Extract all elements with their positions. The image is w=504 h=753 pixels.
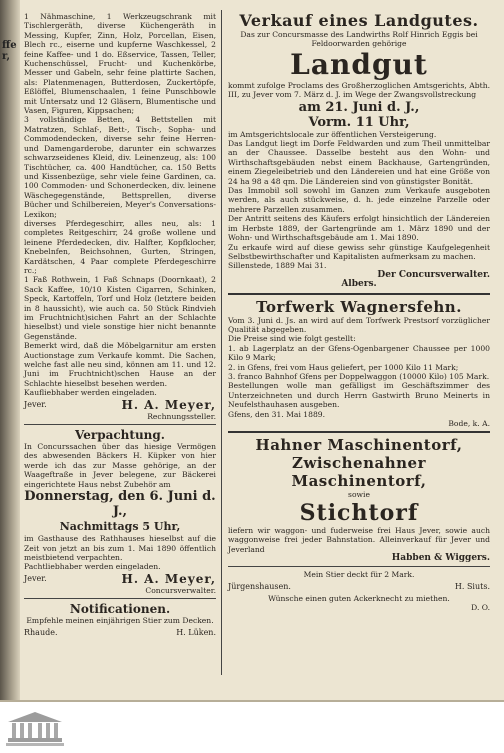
torf-price-3: 3. franco Bahnhof Gfens per Doppelwaggon (10000 Kilo) 105 Mark. xyxy=(228,371,490,381)
stier-name: H. Siuts. xyxy=(454,581,490,591)
signature-place: Jever. xyxy=(24,399,47,409)
sale-signature-name: Albers. xyxy=(341,279,377,290)
ack-name: D. O. xyxy=(471,603,490,613)
hahn-firm: Habben & Wiggers. xyxy=(391,553,490,564)
verpachtung-text-3: Pachtliebhaber werden eingeladen. xyxy=(24,562,161,572)
divider xyxy=(24,424,216,425)
sale-text-2: im Amtsgerichtslocale zur öffentlichen Versteigerung. xyxy=(228,129,437,139)
hahn-sowie: sowie xyxy=(348,490,370,500)
verpachtung-text-2: im Gasthause des Rathhauses hieselbst auf die Zeit von jetzt an bis zum 1. Mai 1890 öffentlich meistbietend verpachten. xyxy=(24,534,216,562)
notif-title: Notificationen. xyxy=(69,602,171,617)
footer-divider xyxy=(0,700,504,702)
notif-text: Empfehle meinen einjährigen Stier zum Decken. xyxy=(26,616,214,626)
divider xyxy=(24,598,216,599)
sale-time: Vorm. 11 Uhr, xyxy=(308,114,410,130)
stier-signature xyxy=(228,582,490,592)
divider xyxy=(228,566,490,567)
torf-text-2: Die Preise sind wie folgt gestellt: xyxy=(228,334,356,344)
ack-text: Wünsche einen guten Ackerknecht zu miethen. xyxy=(268,593,450,603)
sale-date: am 21. Juni d. J., xyxy=(298,99,420,115)
auction-items-text-2: 3 vollständige Betten, 4 Bettstellen mit Matratzen, Schlaf-, Bett-, Tisch-, Sopha- und Commodendecken, diverse sehr feine Herren- und Damengarderobe, darunter ein schwarzes schwarzseidenes Kleid, div. Leinenzeug, als: 100 Tischtücher, ca. 400 Handtücher, ca. 150 Betts und Kissenbezüge, sehr viele feine Gardinen, ca. 100 Commoden- und Schonerdecken, div. leinene Wäschegegenstände, Bettsprellen, diverse Bücher und Schilbereien, Meyer's Conversations-Lexikon; xyxy=(24,115,216,219)
sale-text: kommt zufolge Proclams des Großherzoglichen Amtsgerichts, Abth. III, zu Jever vom 7. März d. J. im Wege der Zwangsvollstreckung xyxy=(228,80,490,100)
library-building-icon xyxy=(6,708,64,748)
stier-text: Mein Stier deckt für 2 Mark. xyxy=(303,570,415,580)
torf-price-1: 1. ab Lagerplatz an der Gfens-Ogenbargener Chaussee per 1000 Kilo 9 Mark; xyxy=(228,343,490,363)
column-divider xyxy=(221,10,222,675)
notif-place: Rhaude. xyxy=(24,627,58,637)
sale-text-4: Das Immobil soll sowohl im Ganzen zum Verkaufe ausgeboten werden, als auch stückweise, d. h. jede einzelne Parzelle oder mehrere Parzellen zusammen. xyxy=(228,186,490,214)
auction-note-2: Kaufliebhaber werden eingeladen. xyxy=(24,388,157,398)
hahn-title-1: Hahner Maschinentorf, xyxy=(255,436,463,455)
verpachtung-time: Nachmittags 5 Uhr, xyxy=(59,520,181,534)
signature-name: H. A. Meyer, xyxy=(121,397,216,412)
left-column xyxy=(24,12,216,640)
sale-signature: Der Concursverwalter. xyxy=(377,269,490,280)
torf-text-3: Bestellungen wolle man gefälligst im Geschäftszimmer des Unterzeichneten und durch Herrn Gastwirth Bruno Meinerts in Neufelsthauhasen ausgeben. xyxy=(228,381,490,410)
auction-items-text-3: diverses Pferdegeschirr, alles neu, als: 1 completes Reitgeschirr, 24 große wollene und leinene Pferdedecken, div. Halfter, Kopfklocher, Knebelnfen, Beichsohnen, Gurten, Stringen, Kardätschen, 4 Paar complete Pferdegeschirre rc.; xyxy=(24,218,216,275)
signature-meyer-2 xyxy=(24,571,216,586)
sale-headline: Landgut xyxy=(290,47,428,81)
notif-signature xyxy=(24,628,216,638)
auction-items-text: 1 Nähmaschine, 1 Werkzeugschrank mit Tischlergeräth, diverse Küchengeräth in Messing, Kupfer, Zinn, Holz, Porcellan, Eisen, Blech rc., eiserne und kupferne Waschkessel, 2 feine Kaffee- und 1 do. Eßservice, Tassen, Teller, Kuchenschüssel, Frucht- und Kuchenkörbe, Messer und Gabeln, sehr feine plattirte Sachen, als: Platenmenagen, Butterdosen, Zuckertöpfe, Eßlöffel, Blumenschaalen, 1 feine Punschbowle mit Untersatz und 12 Gläsern, Blumentische und Vasen, Figuren, Kippsachen; xyxy=(24,12,216,116)
hahn-title-2: Zwischenahner Maschinentorf, xyxy=(291,454,427,491)
signature-meyer-1 xyxy=(24,397,216,412)
sale-title: Verkauf eines Landgutes. xyxy=(239,11,479,30)
divider xyxy=(228,431,490,433)
torf-text: Vom 3. Juni d. Js. an wird auf dem Torfwerk Prestsorf vorzüglicher Qualität abgegeben. xyxy=(228,315,490,334)
torf-signature: Bode, k. A. xyxy=(448,419,490,428)
stier-place: Jürgenshausen. xyxy=(228,581,291,591)
sale-text-6: Zu erkaufe wird auf diese gewiss sehr günstige Kaufgelegenheit Selbstbewirthschafter und Kapitalisten aufmerksam zu machen. xyxy=(228,242,490,261)
auction-note: Bemerkt wird, daß die Möbelgarnitur am ersten Auctionstage zum Verkaufe kommt. Die Sachen, welche fast alle neu sind, können am 11. und 12. Juni im Fruchtnicht)schen Hause an der Schlachte hieselbst besehen werden. xyxy=(24,341,216,388)
hahn-headline: Stichtorf xyxy=(299,499,419,526)
verpachtung-text: In Concurssachen über das hiesige Vermögen des abwesenden Bäckers H. Küpker von hier werde ich das zur Masse gehörige, an der Waageftraße in Jever belegene, zur Bäckerei eingerichtete Haus nebst Zubehör am xyxy=(24,442,216,489)
signature-role: Concursverwalter. xyxy=(145,585,216,595)
divider xyxy=(228,293,490,295)
verpachtung-date: Donnerstag, den 6. Juni d. J., xyxy=(24,489,216,520)
sale-text-5: Der Antritt seitens des Käufers erfolgt hinsichtlich der Ländereien im Herbste 1889, der Gartengründe am 1. März 1890 und der Wohn- und Wirthschaftsgebäude am 1. Mai 1890. xyxy=(228,214,490,243)
torf-title: Torfwerk Wagnersfehn. xyxy=(256,297,462,316)
footer-bar xyxy=(0,700,504,753)
previous-page-edge xyxy=(0,0,20,700)
signature-name: H. A. Meyer, xyxy=(121,571,216,586)
right-column xyxy=(228,12,490,613)
sale-place: Sillenstede, 1889 Mai 31. xyxy=(228,261,327,271)
sale-text-3: Das Landgut liegt im Dorfe Feldwarden und zum Theil unmittelbar an der Chaussee. Dasselbe besteht aus den Wohn- und Wirthschaftsgebäuden nebst einem Backhause, Gartengründen, einem Ziegeleibetrieb und den Ländereien und hat eine Größe von 24 ha 98 a 48 qm. Die Ländereien sind von günstigster Bonität. xyxy=(228,139,490,186)
torf-price-2: 2. in Gfens, frei vom Haus geliefert, per 1000 Kilo 11 Mark; xyxy=(228,362,459,372)
verpachtung-title: Verpachtung. xyxy=(75,428,165,443)
hahn-text: liefern wir waggon- und fuderweise frei Haus Jever, sowie auch waggonweise frei jeder Bahnstation. Alleinverkauf für Jever und Jeverland xyxy=(228,525,490,554)
notif-name: H. Lüken. xyxy=(176,627,216,637)
signature-place: Jever. xyxy=(24,573,47,583)
auction-items-text-4: 1 Faß Rothwein, 1 Faß Schnaps (Doornkaat), 2 Sack Kaffee, 10/10 Kisten Cigarren, Schinken, Speck, Kartoffeln, Torf und Holz (letztere beiden in 8 haussicht), wie auch ca. 50 Stück Rindvieh im Fruchtnicht)sichen Fahrt an der Schlachte hieselbst) und viele sonstige hier nicht benannte Gegenstände. xyxy=(24,275,216,341)
torf-place: Gfens, den 31. Mai 1889. xyxy=(228,409,326,419)
signature-role: Rechnungssteller. xyxy=(147,411,216,421)
edge-text: ffer, xyxy=(2,40,17,62)
sale-intro: Das zur Concursmasse des Landwirths Rolf Hinrich Eggis bei Feldoorwarden gehörige xyxy=(240,30,478,49)
